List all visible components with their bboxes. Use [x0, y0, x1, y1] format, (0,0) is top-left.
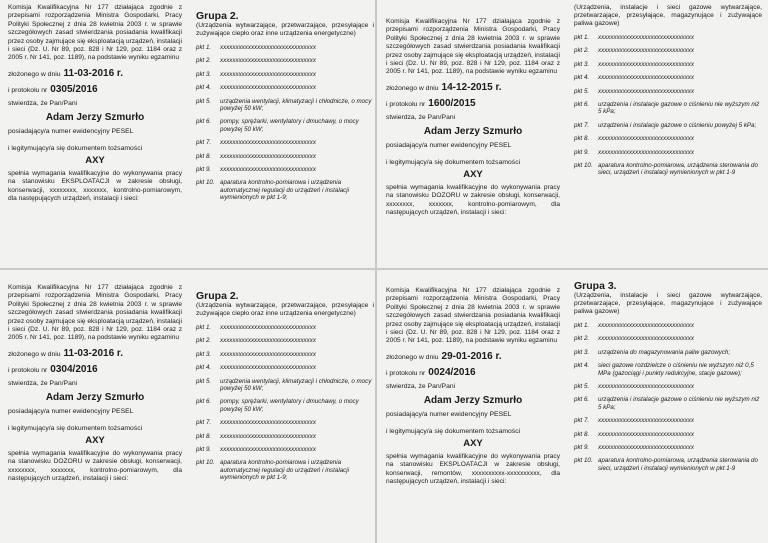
exam-date-label: złożonego w dniu: [386, 353, 439, 361]
group-item: [196, 433, 374, 440]
group-item-text: pompy, sprężarki, wentylatory i dmuchawy, o mocy powyżej 50 kW;: [220, 118, 359, 133]
protocol-label: i protokołu nr: [8, 86, 48, 94]
group-description: (Urządzenia wytwarzające, przetwarzające, przesyłające i zużywające ciepło oraz inne urządzenia energetyczne): [196, 22, 374, 37]
group-item-number: pkt 5.: [196, 377, 212, 385]
protocol-number: 0305/2016: [50, 83, 98, 95]
protocol-number: 1600/2015: [428, 97, 476, 109]
protocol-label: i protokołu nr: [386, 369, 426, 377]
group-item: [574, 417, 762, 424]
group-item-text: xxxxxxxxxxxxxxxxxxxxxxxxxxxxxxx: [598, 60, 694, 68]
states-label: stwierdza, że Pan/Pani: [8, 99, 78, 107]
states-label: stwierdza, że Pan/Pani: [8, 379, 78, 387]
pesel-label: posiadający/a numer ewidencyjny PESEL: [8, 127, 134, 135]
id-label: i legitymujący/a się dokumentem tożsamości: [386, 427, 521, 435]
group-item-number: pkt 6.: [574, 101, 590, 109]
group-item: [196, 98, 374, 113]
group-item-text: xxxxxxxxxxxxxxxxxxxxxxxxxxxxxxx: [598, 47, 694, 55]
group-item: [574, 457, 762, 472]
commission-intro: Komisja Kwalifikacyjna Nr 177 działająca zgodnie z przepisami rozporządzenia Ministra Gospodarki, Pracy Polityki Społecznej z dnia 28 kwietnia 2003 r. w sprawie szczegółowych zasad stwierdzania posiadania kwalifikacji przez osoby zajmujące się eksploatacją urządzeń, instalacji i sieci (Dz. U. Nr 89, poz. 828 i Nr 129, poz. 1184 oraz z 2005 r. Nr 141, poz. 1189), na podstawie wyniku egzaminu: [8, 4, 182, 62]
group-item: [574, 135, 762, 142]
group-item-number: pkt 10.: [196, 179, 215, 187]
protocol-label: i protokołu nr: [386, 100, 426, 108]
group-item: [574, 335, 762, 342]
group-item-text: xxxxxxxxxxxxxxxxxxxxxxxxxxxxxxx: [220, 419, 316, 427]
group-item-number: pkt 4.: [196, 364, 212, 372]
protocol-number: 0304/2016: [50, 363, 98, 375]
group-item-text: xxxxxxxxxxxxxxxxxxxxxxxxxxxxxxx: [598, 74, 694, 82]
group-item-text: xxxxxxxxxxxxxxxxxxxxxxxxxxxxxxx: [598, 135, 694, 143]
id-label: i legitymujący/a się dokumentem tożsamości: [8, 424, 143, 432]
group-item-number: pkt 3.: [574, 348, 590, 356]
group-item-number: pkt 9.: [196, 166, 212, 174]
group-panel: [190, 8, 380, 278]
group-item: [196, 337, 374, 344]
group-item-text: xxxxxxxxxxxxxxxxxxxxxxxxxxxxxxx: [220, 364, 316, 372]
group-item-text: urządzenia i instalacje gazowe o ciśnieniu nie wyższym niż 5 kPa;: [598, 396, 760, 411]
group-item-number: pkt 2.: [574, 335, 590, 343]
group-item-number: pkt 4.: [574, 362, 590, 370]
qualification-requirements: spełnia wymagania kwalifikacyjne do wykonywania pracy na stanowisku DOZORU w zakresie obsługi, konserwacji, xxxxxxxx, xxxxxxx, kontrolno-pomiarowym, dla następujących urządzeń, instalacji i sieci:: [8, 449, 182, 483]
group-item-number: pkt 6.: [196, 118, 212, 126]
protocol-line: [8, 84, 182, 95]
exam-date: 11-03-2016 r.: [63, 67, 124, 79]
group-item: [574, 444, 762, 451]
group-item-text: urządzenia i instalacje gazowe o ciśnieniu powyżej 5 kPa;: [598, 121, 757, 129]
group-title: Grupa 2.: [196, 290, 239, 302]
group-description: (Urządzenia, instalacje i sieci gazowe wytwarzające, przetwarzające, przesyłające, magazynujące i zużywające paliwa gazowe): [574, 4, 762, 27]
id-label: i legitymujący/a się dokumentem tożsamości: [8, 144, 143, 152]
group-item-number: pkt 2.: [196, 57, 212, 65]
group-item-text: xxxxxxxxxxxxxxxxxxxxxxxxxxxxxxx: [220, 350, 316, 358]
group-title: Grupa 3.: [574, 280, 617, 292]
group-item-text: xxxxxxxxxxxxxxxxxxxxxxxxxxxxxxx: [220, 70, 316, 78]
certificate-panel: [0, 0, 190, 270]
group-item: [196, 179, 374, 201]
group-item-number: pkt 7.: [574, 121, 590, 129]
group-item: [196, 153, 374, 160]
group-item-text: urządzenia wentylacji, klimatyzacji i chłodnicze, o mocy powyżej 50 kW;: [220, 97, 372, 113]
group-item-number: pkt 1.: [196, 44, 212, 51]
commission-intro: Komisja Kwalifikacyjna Nr 177 działająca zgodnie z przepisami rozporządzenia Ministra Gospodarki, Pracy Polityki Społecznej z dnia 28 kwietnia 2003 r. w sprawie szczegółowych zasad stwierdzania posiadania kwalifikacji przez osoby zajmujące się eksploatacją urządzeń, instalacji i sieci (Dz. U. Nr 89, poz. 828 i Nr 129, poz. 1184 oraz z 2005 r. Nr 141, poz. 1189), na podstawie wyniku egzaminu: [8, 284, 182, 342]
group-item-number: pkt 2.: [196, 337, 212, 345]
group-item: [196, 57, 374, 64]
holder-name: Adam Jerzy Szmurło: [45, 391, 145, 403]
group-item-text: xxxxxxxxxxxxxxxxxxxxxxxxxxxxxxx: [598, 430, 694, 438]
group-item-number: pkt 1.: [196, 324, 212, 331]
group-item: [196, 71, 374, 78]
group-item: [196, 398, 374, 413]
group-item-number: pkt 5.: [574, 383, 590, 391]
group-item-number: pkt 4.: [196, 84, 212, 92]
group-item-text: xxxxxxxxxxxxxxxxxxxxxxxxxxxxxxx: [598, 335, 694, 343]
group-item-text: xxxxxxxxxxxxxxxxxxxxxxxxxxxxxxx: [598, 322, 694, 329]
group-item-text: xxxxxxxxxxxxxxxxxxxxxxxxxxxxxxx: [220, 139, 316, 147]
commission-intro: Komisja Kwalifikacyjna Nr 177 działająca zgodnie z przepisami rozporządzenia Ministra Gospodarki, Pracy Polityki Społecznej z dnia 28 kwietnia 2003 r. w sprawie szczegółowych zasad stwierdzania posiadania kwalifikacji przez osoby zajmujące się eksploatacją urządzeń, instalacji i sieci (Dz. U. Nr 89, poz. 828 i Nr 129, poz. 1184 oraz z 2005 r. Nr 141, poz. 1189), na podstawie wyniku egzaminu: [386, 18, 560, 76]
group-item-text: aparatura kontrolno-pomiarowa i urządzenia automatycznej regulacji do urządzeń i instalacji wymienionych w pkt 1-9;: [220, 459, 349, 482]
group-item-number: pkt 4.: [574, 74, 590, 82]
group-item: [196, 378, 374, 393]
group-panel: [190, 288, 380, 543]
holder-name: Adam Jerzy Szmurło: [45, 111, 145, 123]
group-item: [196, 166, 374, 173]
group-item-number: pkt 7.: [574, 417, 590, 425]
holder-name: Adam Jerzy Szmurło: [423, 125, 523, 137]
group-item: [574, 101, 762, 116]
group-item: [574, 362, 762, 377]
group-item-text: aparatura kontrolno-pomiarowa, urządzenia sterowania do sieci, urządzeń i instalacji wymienionych w pkt 1-9: [598, 162, 758, 177]
id-document: AXY: [85, 434, 105, 446]
group-item: [196, 459, 374, 481]
group-item-number: pkt 10.: [574, 162, 593, 170]
group-item: [574, 162, 762, 177]
group-item-text: xxxxxxxxxxxxxxxxxxxxxxxxxxxxxxx: [598, 34, 694, 41]
group-item-text: urządzenia i instalacje gazowe o ciśnieniu nie wyższym niż 5 kPa;: [598, 101, 760, 116]
group-item: [196, 419, 374, 426]
group-item: [574, 88, 762, 95]
group-item-number: pkt 7.: [196, 139, 212, 147]
group-item: [574, 396, 762, 411]
holder-name: Adam Jerzy Szmurło: [423, 394, 523, 406]
group-item-text: aparatura kontrolno-pomiarowa i urządzenia automatycznej regulacji do urządzeń i instalacji wymienionych w pkt 1-9;: [220, 179, 349, 202]
exam-date: 14-12-2015 r.: [441, 81, 502, 93]
group-item-number: pkt 7.: [196, 419, 212, 427]
group-item-number: pkt 5.: [196, 97, 212, 105]
group-item-number: pkt 10.: [574, 457, 593, 465]
group-item-number: pkt 1.: [574, 34, 590, 41]
group-item-number: pkt 8.: [196, 152, 212, 160]
exam-date-line: [386, 82, 560, 93]
group-item-text: xxxxxxxxxxxxxxxxxxxxxxxxxxxxxxx: [598, 444, 694, 452]
group-item-text: xxxxxxxxxxxxxxxxxxxxxxxxxxxxxxx: [598, 383, 694, 391]
group-item-number: pkt 6.: [574, 396, 590, 404]
group-item: [574, 349, 762, 356]
group-item: [574, 34, 762, 41]
group-item-number: pkt 2.: [574, 47, 590, 55]
exam-date: 11-03-2016 r.: [63, 347, 124, 359]
group-item: [196, 446, 374, 453]
id-label: i legitymujący/a się dokumentem tożsamości: [386, 158, 521, 166]
group-item-text: xxxxxxxxxxxxxxxxxxxxxxxxxxxxxxx: [220, 57, 316, 65]
states-label: stwierdza, że Pan/Pani: [386, 113, 456, 121]
pesel-label: posiadający/a numer ewidencyjny PESEL: [386, 410, 512, 418]
group-item: [574, 47, 762, 54]
group-item-number: pkt 8.: [196, 432, 212, 440]
group-item-text: xxxxxxxxxxxxxxxxxxxxxxxxxxxxxxx: [220, 432, 316, 440]
id-document: AXY: [85, 154, 105, 166]
group-description: (Urządzenia wytwarzające, przetwarzające, przesyłające i zużywające ciepło oraz inne urządzenia energetyczne): [196, 302, 374, 317]
group-title: Grupa 2.: [196, 10, 239, 22]
exam-date-label: złożonego w dniu: [386, 84, 439, 92]
exam-date-line: [386, 351, 560, 362]
states-label: stwierdza, że Pan/Pani: [386, 382, 456, 390]
group-item: [574, 431, 762, 438]
exam-date-line: [8, 348, 182, 359]
qualification-requirements: spełnia wymagania kwalifikacyjne do wykonywania pracy na stanowisku EKSPLOATACJI w zakresie obsługi, konserwacji, xxxxxxxx, xxxxxxx, kontrolno-pomiarowym, dla następujących urządzeń, instalacji i sieci:: [8, 169, 182, 203]
group-item-text: xxxxxxxxxxxxxxxxxxxxxxxxxxxxxxx: [220, 166, 316, 174]
group-item: [196, 84, 374, 91]
protocol-line: [386, 367, 560, 378]
group-item: [196, 351, 374, 358]
certificate-panel: [378, 14, 568, 284]
group-item-text: xxxxxxxxxxxxxxxxxxxxxxxxxxxxxxx: [220, 324, 316, 331]
group-item: [196, 324, 374, 331]
id-document: AXY: [463, 168, 483, 180]
protocol-line: [386, 98, 560, 109]
group-item: [574, 149, 762, 156]
pesel-label: posiadający/a numer ewidencyjny PESEL: [386, 141, 512, 149]
group-item-number: pkt 5.: [574, 87, 590, 95]
group-panel: [568, 278, 768, 543]
certificate-panel: [378, 283, 568, 543]
exam-date-label: złożonego w dniu: [8, 70, 61, 78]
group-item-text: aparatura kontrolno-pomiarowa, urządzenia sterowania do sieci, urządzeń i instalacji wymienionych w pkt 1-9: [598, 457, 758, 472]
group-item-text: xxxxxxxxxxxxxxxxxxxxxxxxxxxxxxx: [220, 44, 316, 51]
group-item-number: pkt 8.: [574, 135, 590, 143]
group-item: [196, 44, 374, 51]
group-item-number: pkt 9.: [196, 446, 212, 454]
group-description: (Urządzenia, instalacje i sieci gazowe wytwarzające, przetwarzające, przesyłające, magazynujące i zużywające paliwa gazowe): [574, 292, 762, 315]
group-item-text: xxxxxxxxxxxxxxxxxxxxxxxxxxxxxxx: [598, 87, 694, 95]
group-item-number: pkt 10.: [196, 459, 215, 467]
group-item: [574, 122, 762, 129]
group-item: [196, 118, 374, 133]
group-item-text: urządzenia wentylacji, klimatyzacji i chłodnicze, o mocy powyżej 50 kW;: [220, 377, 372, 393]
group-item: [196, 139, 374, 146]
group-item: [574, 61, 762, 68]
group-item: [574, 383, 762, 390]
group-item: [574, 74, 762, 81]
group-item-text: xxxxxxxxxxxxxxxxxxxxxxxxxxxxxxx: [220, 84, 316, 92]
group-item-number: pkt 8.: [574, 430, 590, 438]
qualification-requirements: spełnia wymagania kwalifikacyjne do wykonywania pracy na stanowisku DOZORU w zakresie obsługi, konserwacji, xxxxxxxx, xxxxxxx, kontrolno-pomiarowym, dla następujących urządzeń, instalacji i sieci:: [386, 183, 560, 217]
group-item-number: pkt 9.: [574, 148, 590, 156]
group-item-number: pkt 6.: [196, 398, 212, 406]
exam-date-label: złożonego w dniu: [8, 350, 61, 358]
id-document: AXY: [463, 437, 483, 449]
group-item-number: pkt 3.: [196, 350, 212, 358]
group-item-text: xxxxxxxxxxxxxxxxxxxxxxxxxxxxxxx: [598, 148, 694, 156]
commission-intro: Komisja Kwalifikacyjna Nr 177 działająca zgodnie z przepisami rozporządzenia Ministra Gospodarki, Pracy Polityki Społecznej z dnia 28 kwietnia 2003 r. w sprawie szczegółowych zasad stwierdzania posiadania kwalifikacji przez osoby zajmujące się eksploatacją urządzeń, instalacji i sieci (Dz. U. Nr 89, poz. 828 i Nr 129, poz. 1184 oraz z 2005 r. Nr 141, poz. 1189), na podstawie wyniku egzaminu: [386, 287, 560, 345]
group-item-text: sieci gazowe rozdzielcze o ciśnieniu nie wyższym niż 0,5 MPa (gazociągi i punkty redukcyjne, stacje gazowe);: [598, 362, 754, 377]
group-item-text: xxxxxxxxxxxxxxxxxxxxxxxxxxxxxxx: [598, 417, 694, 425]
group-item-text: xxxxxxxxxxxxxxxxxxxxxxxxxxxxxxx: [220, 337, 316, 345]
group-item: [574, 322, 762, 329]
protocol-line: [8, 364, 182, 375]
group-item-text: xxxxxxxxxxxxxxxxxxxxxxxxxxxxxxx: [220, 446, 316, 454]
exam-date-line: [8, 68, 182, 79]
group-item-number: pkt 1.: [574, 322, 590, 329]
group-item-text: xxxxxxxxxxxxxxxxxxxxxxxxxxxxxxx: [220, 152, 316, 160]
group-item-number: pkt 9.: [574, 444, 590, 452]
group-item-number: pkt 3.: [574, 60, 590, 68]
group-item: [196, 364, 374, 371]
group-item-text: pompy, sprężarki, wentylatory i dmuchawy, o mocy powyżej 50 kW;: [220, 398, 359, 413]
group-item-number: pkt 3.: [196, 70, 212, 78]
protocol-number: 0024/2016: [428, 366, 476, 378]
protocol-label: i protokołu nr: [8, 366, 48, 374]
exam-date: 29-01-2016 r.: [441, 350, 502, 362]
qualification-requirements: spełnia wymagania kwalifikacyjne do wykonywania pracy na stanowisku EKSPLOATACJI w zakresie obsługi, konserwacji, remontów, xxxxxxxxxx-xxxxxxxxxx, dla następujących urządzeń, instalacji i sieci:: [386, 452, 560, 486]
group-panel: [568, 2, 768, 272]
group-item-text: urządzenia do magazynowania paliw gazowych;: [598, 348, 731, 356]
pesel-label: posiadający/a numer ewidencyjny PESEL: [8, 407, 134, 415]
certificate-panel: [0, 280, 190, 543]
